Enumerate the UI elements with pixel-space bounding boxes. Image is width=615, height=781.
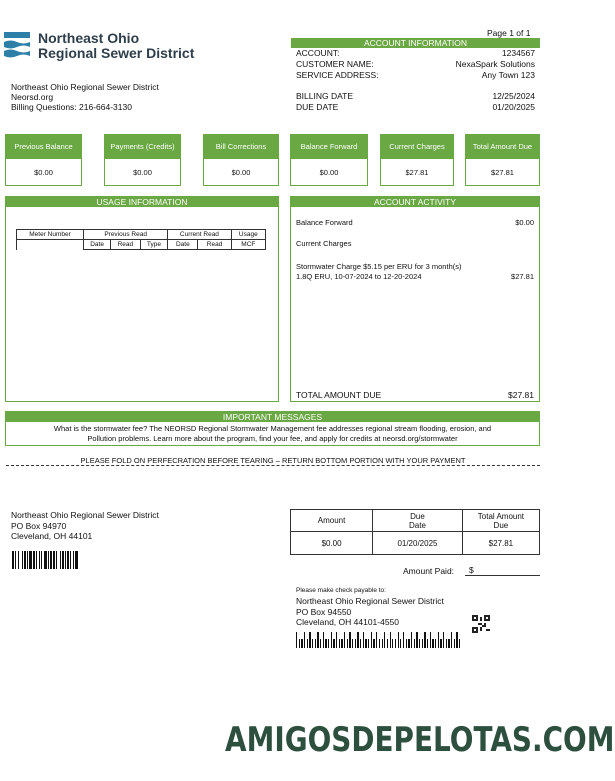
district-logo-icon bbox=[4, 32, 30, 60]
postal-bar bbox=[403, 632, 404, 648]
activity-total: TOTAL AMOUNT DUE $27.81 bbox=[296, 390, 534, 400]
postal-bar bbox=[371, 632, 372, 648]
postal-bar bbox=[456, 632, 457, 648]
usage-table-header-row: Meter Number Previous Read Current Read Usage bbox=[17, 230, 266, 240]
account-number: 1234567 bbox=[501, 48, 535, 58]
postal-bar bbox=[422, 639, 423, 648]
account-info-header: ACCOUNT INFORMATION bbox=[291, 38, 540, 48]
postal-bar bbox=[344, 632, 345, 648]
postal-bar bbox=[304, 632, 305, 648]
payment-amount: $0.00 bbox=[291, 532, 373, 555]
postal-bar bbox=[400, 639, 401, 648]
amount-paid-label: Amount Paid: bbox=[403, 566, 455, 576]
postal-bar bbox=[387, 639, 388, 648]
postal-bar bbox=[448, 639, 449, 648]
postal-bar bbox=[376, 632, 377, 648]
postal-bar bbox=[398, 632, 399, 648]
postal-bar bbox=[424, 632, 425, 648]
postal-bar bbox=[390, 632, 391, 648]
account-row: ACCOUNT: 1234567 bbox=[296, 48, 535, 58]
messages-panel bbox=[5, 411, 540, 446]
summary-balance-forward: Balance Forward $0.00 bbox=[290, 134, 368, 186]
postal-bar bbox=[341, 639, 342, 648]
summary-current-charges: Current Charges $27.81 bbox=[380, 134, 454, 186]
postal-bar bbox=[317, 632, 318, 648]
payable-note: Please make check payable to: bbox=[296, 587, 386, 594]
org-name-line1: Northeast Ohio bbox=[38, 30, 140, 46]
customer-name: NexaSpark Solutions bbox=[455, 59, 535, 69]
sender-name: Northeast Ohio Regional Sewer District bbox=[11, 82, 159, 92]
usage-panel bbox=[5, 196, 279, 402]
postal-bar bbox=[382, 639, 383, 648]
postal-bar bbox=[339, 639, 340, 648]
postal-bar bbox=[414, 639, 415, 648]
sender-website: Neorsd.org bbox=[11, 92, 54, 102]
postal-bar bbox=[312, 639, 313, 648]
postal-bar bbox=[307, 639, 308, 648]
postal-bar bbox=[315, 639, 316, 648]
postal-bar bbox=[438, 632, 439, 648]
postal-bar bbox=[336, 632, 337, 648]
postal-bar bbox=[411, 632, 412, 648]
postal-bar bbox=[430, 632, 431, 648]
activity-header: ACCOUNT ACTIVITY bbox=[291, 197, 539, 207]
payable-address: Northeast Ohio Regional Sewer District PO Box 94550 Cleveland, OH 44101-4550 bbox=[296, 596, 444, 627]
summary-payments: Payments (Credits) $0.00 bbox=[104, 134, 181, 186]
perforation-line bbox=[6, 465, 540, 466]
return-address: Northeast Ohio Regional Sewer District PO Box 94970 Cleveland, OH 44101 bbox=[11, 510, 159, 541]
billing-date-row: BILLING DATE 12/25/2024 bbox=[296, 91, 535, 101]
postal-bar bbox=[435, 639, 436, 648]
postal-bar bbox=[331, 632, 332, 648]
payment-table-row bbox=[291, 532, 540, 555]
payment-table-header: Amount Due Date Total Amount Due bbox=[291, 510, 540, 532]
postal-bar bbox=[451, 632, 452, 648]
watermark-text: AMIGOSDEPELOTAS.COM bbox=[225, 720, 615, 760]
postal-bar bbox=[352, 639, 353, 648]
usage-table-subheader-row: Date Read Type Date Read MCF bbox=[17, 240, 266, 250]
usage-table bbox=[16, 229, 266, 250]
postal-bar bbox=[309, 632, 310, 648]
org-name-line2: Regional Sewer District bbox=[38, 45, 195, 61]
postal-bar bbox=[360, 639, 361, 648]
postal-bar bbox=[333, 639, 334, 648]
due-date: 01/20/2025 bbox=[492, 102, 535, 112]
postal-bar bbox=[459, 639, 460, 648]
payment-due-date: 01/20/2025 bbox=[373, 532, 463, 555]
postal-bar bbox=[432, 639, 433, 648]
billing-questions: Billing Questions: 216-664-3130 bbox=[11, 102, 132, 112]
postal-bar bbox=[299, 639, 300, 648]
amount-paid-input[interactable]: $ bbox=[465, 565, 540, 576]
fold-notice: PLEASE FOLD ON PERFECRATION BEFORE TEARING – RETURN BOTTOM PORTION WITH YOUR PAYMENT bbox=[80, 456, 466, 465]
postal-bar bbox=[395, 639, 396, 648]
billing-date: 12/25/2024 bbox=[492, 91, 535, 101]
postal-bar bbox=[349, 632, 350, 648]
service-address-row: SERVICE ADDRESS: Any Town 123 bbox=[296, 70, 535, 80]
payment-table bbox=[290, 509, 540, 555]
postal-barcode-icon bbox=[296, 632, 462, 648]
postal-bar bbox=[384, 632, 385, 648]
page-number: Page 1 of 1 bbox=[487, 28, 531, 38]
barcode-icon bbox=[12, 551, 126, 569]
postal-bar bbox=[365, 639, 366, 648]
postal-bar bbox=[296, 632, 297, 648]
usage-header: USAGE INFORMATION bbox=[6, 197, 278, 207]
postal-bar bbox=[416, 632, 417, 648]
postal-bar bbox=[325, 639, 326, 648]
postal-bar bbox=[443, 632, 444, 648]
postal-bar bbox=[419, 639, 420, 648]
postal-bar bbox=[368, 639, 369, 648]
summary-bill-corrections: Bill Corrections $0.00 bbox=[203, 134, 279, 186]
postal-bar bbox=[440, 639, 441, 648]
messages-header: IMPORTANT MESSAGES bbox=[6, 412, 539, 422]
service-address: Any Town 123 bbox=[481, 70, 535, 80]
postal-bar bbox=[446, 639, 447, 648]
postal-bar bbox=[427, 639, 428, 648]
postal-bar bbox=[373, 639, 374, 648]
postal-bar bbox=[301, 639, 302, 648]
summary-total-due: Total Amount Due $27.81 bbox=[465, 134, 540, 186]
activity-stormwater-line1: Stormwater Charge $5.15 per ERU for 3 month(s) bbox=[296, 262, 462, 271]
postal-bar bbox=[355, 639, 356, 648]
postal-bar bbox=[323, 632, 324, 648]
postal-bar bbox=[392, 639, 393, 648]
postal-bar bbox=[406, 639, 407, 648]
postal-bar bbox=[320, 639, 321, 648]
postal-bar bbox=[408, 639, 409, 648]
activity-current-charges: Current Charges bbox=[296, 239, 352, 248]
barcode-bar bbox=[78, 551, 79, 569]
postal-bar bbox=[347, 639, 348, 648]
due-date-row: DUE DATE 01/20/2025 bbox=[296, 102, 535, 112]
payment-total: $27.81 bbox=[462, 532, 539, 555]
summary-previous-balance: Previous Balance $0.00 bbox=[5, 134, 82, 186]
qr-code-icon bbox=[472, 615, 490, 633]
customer-row: CUSTOMER NAME: NexaSpark Solutions bbox=[296, 59, 535, 69]
org-name bbox=[38, 31, 194, 61]
activity-balance-forward: Balance Forward $0.00 bbox=[296, 218, 534, 227]
sender-block bbox=[11, 82, 159, 112]
activity-stormwater-line2: 1.8Q ERU, 10-07-2024 to 12-20-2024 $27.81 bbox=[296, 272, 534, 281]
postal-bar bbox=[363, 632, 364, 648]
messages-body: What is the stormwater fee? The NEORSD Regional Stormwater Management fee addresses regional stream flooding, erosion, and Pollution problems. Learn more about the program, find your fee, and apply for credits at neorsd.org/stormwater bbox=[53, 424, 492, 443]
postal-bar bbox=[454, 639, 455, 648]
postal-bar bbox=[357, 632, 358, 648]
postal-bar bbox=[379, 639, 380, 648]
postal-bar bbox=[328, 639, 329, 648]
